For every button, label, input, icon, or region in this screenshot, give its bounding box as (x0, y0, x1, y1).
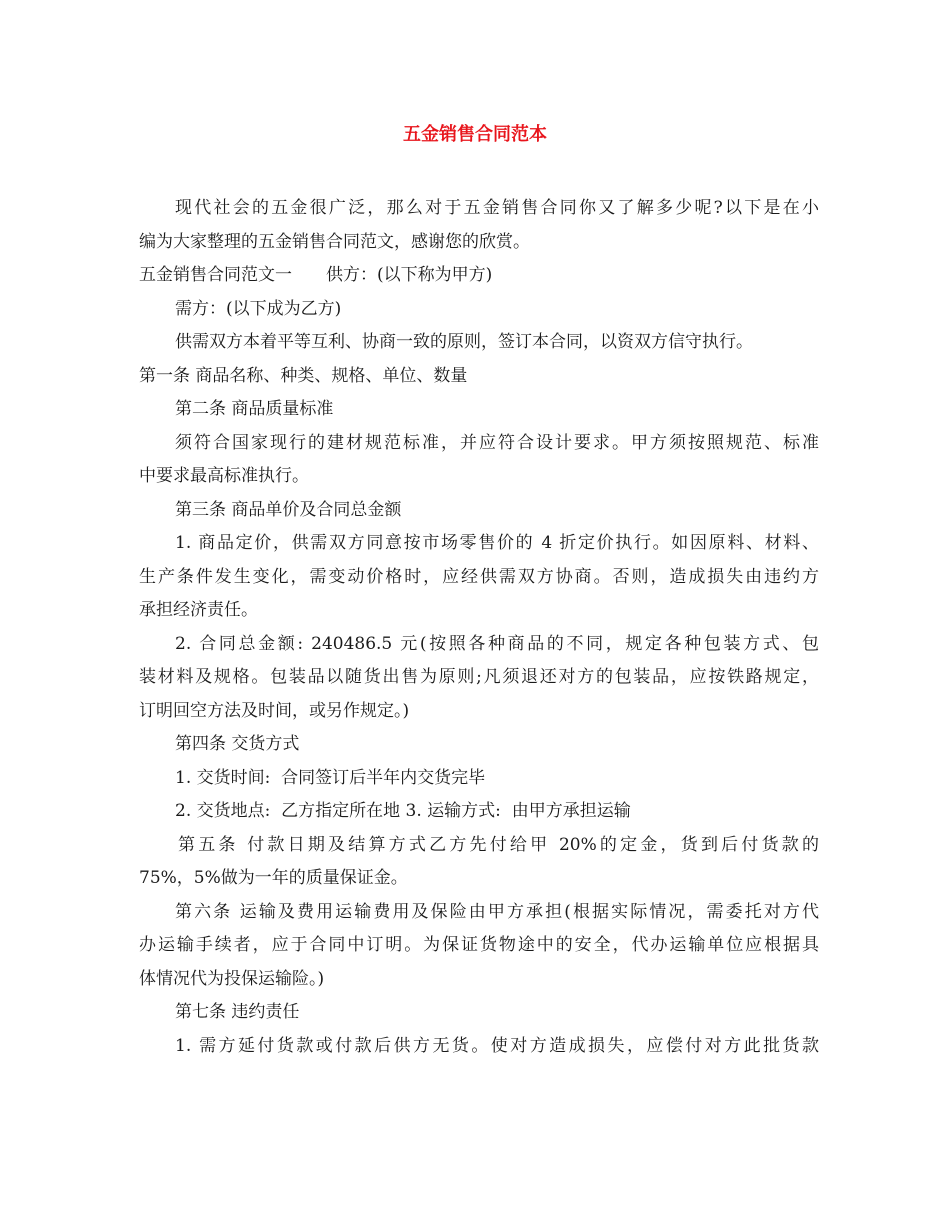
document-line: 办运输手续者，应于合同中订明。为保证货物途中的安全，代办运输单位应根据具 (139, 935, 819, 955)
document-line: 编为大家整理的五金销售合同范文，感谢您的欣赏。 (139, 231, 530, 252)
document-line: 第三条 商品单价及合同总金额 (175, 499, 402, 520)
document-line: 现代社会的五金很广泛，那么对于五金销售合同你又了解多少呢?以下是在小 (175, 198, 819, 218)
document-line: 第五条 付款日期及结算方式乙方先付给甲 20%的定金，货到后付货款的 (178, 834, 819, 855)
document-line: 2. 交货地点: 乙方指定所在地 3. 运输方式: 由甲方承担运输 (175, 801, 631, 821)
document-line: 须符合国家现行的建材规范标准，并应符合设计要求。甲方须按照规范、标准 (175, 432, 819, 453)
document-line: 1. 交货时间: 合同签订后半年内交货完毕 (175, 767, 486, 788)
document-line: 需方：(以下成为乙方) (175, 298, 342, 319)
document-line: 1. 需方延付货款或付款后供方无货。使对方造成损失，应偿付对方此批货款 (175, 1035, 819, 1056)
document-line: 第二条 商品质量标准 (175, 399, 334, 419)
document-body (139, 192, 819, 1063)
document-line: 订明回空方法及时间，或另作规定。) (139, 700, 410, 721)
document-line: 75%，5%做为一年的质量保证金。 (139, 868, 408, 888)
document-line: 第七条 违约责任 (175, 1002, 300, 1022)
document-line: 第四条 交货方式 (175, 734, 300, 754)
document-line: 2. 合同总金额: 240486.5 元(按照各种商品的不同，规定各种包装方式、包 (175, 633, 819, 654)
document-line: 装材料及规格。包装品以随货出售为原则;凡须退还对方的包装品，应按铁路规定， (139, 667, 819, 687)
document-title: 五金销售合同范本 (403, 124, 547, 145)
document-line: 1. 商品定价，供需双方同意按市场零售价的 4 折定价执行。如因原料、材料、 (175, 533, 819, 553)
document-line: 五金销售合同范文一 供方：(以下称为甲方) (139, 265, 493, 285)
document-line: 第一条 商品名称、种类、规格、单位、数量 (139, 365, 468, 386)
document-line: 中要求最高标准执行。 (139, 466, 309, 486)
document-line: 第六条 运输及费用运输费用及保险由甲方承担(根据实际情况，需委托对方代 (175, 901, 819, 922)
document-line: 承担经济责任。 (139, 600, 258, 620)
document-line: 供需双方本着平等互利、协商一致的原则，签订本合同，以资双方信守执行。 (175, 332, 753, 352)
document-line: 生产条件发生变化，需变动价格时，应经供需双方协商。否则，造成损失由违约方 (139, 566, 819, 587)
document-line: 体情况代为投保运输险。) (139, 968, 325, 989)
